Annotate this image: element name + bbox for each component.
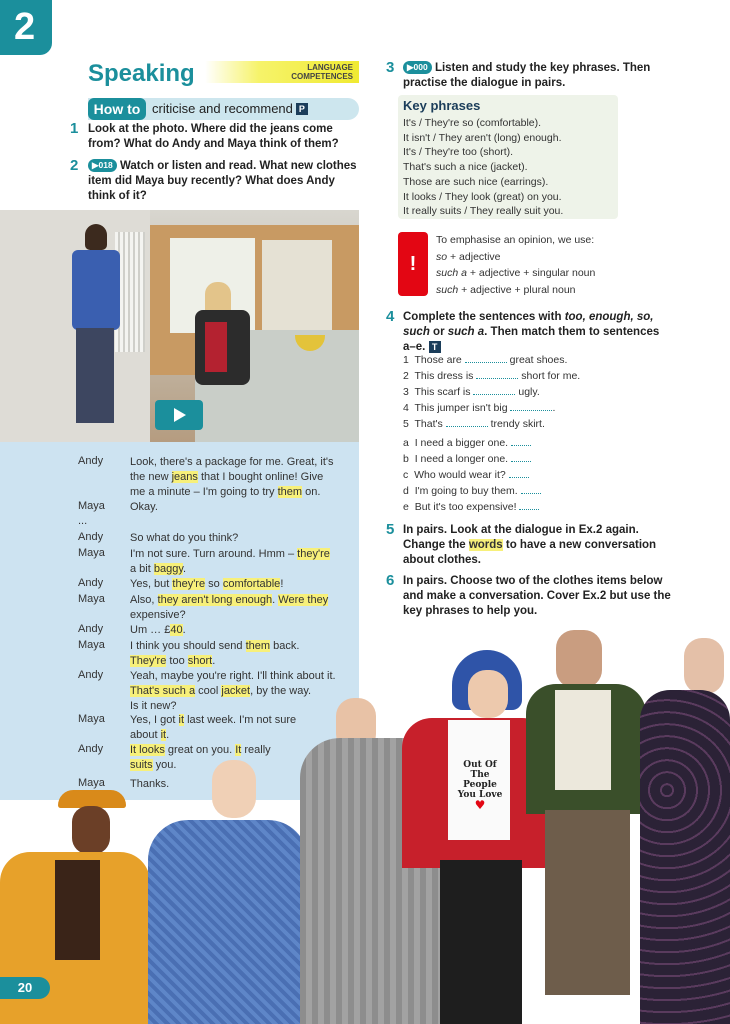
dialogue-line-11: It looks great on you. It really suits you. bbox=[130, 744, 271, 771]
ex4-answer: c Who would wear it? bbox=[403, 468, 683, 484]
dialogue-line-9: Yeah, maybe you're right. I'll think about it. That's such a cool jacket, by the way. Is it new? bbox=[130, 670, 336, 712]
ex2-number: 2 bbox=[70, 157, 79, 174]
key-phrase: Those are such nice (earrings). bbox=[403, 175, 549, 188]
ex4-sentence: 3 This scarf is ugly. bbox=[403, 385, 540, 398]
ex2-question bbox=[88, 159, 358, 204]
face bbox=[72, 806, 110, 854]
answer-blank[interactable] bbox=[473, 385, 515, 395]
floral-dress bbox=[640, 690, 730, 1024]
page-number: 20 bbox=[0, 977, 50, 999]
key-phrase: It looks / They look (great) on you. bbox=[403, 190, 562, 203]
dialogue-line-12: Thanks. bbox=[130, 778, 170, 790]
brown-trousers bbox=[545, 810, 630, 995]
match-blank[interactable] bbox=[511, 452, 531, 462]
play-button[interactable] bbox=[155, 400, 203, 430]
match-blank[interactable] bbox=[511, 436, 531, 446]
exclamation-icon: ! bbox=[398, 232, 428, 296]
white-jumper bbox=[555, 690, 611, 790]
dialogue-line-4: I'm not sure. Turn around. Hmm – they're a bit baggy. bbox=[130, 548, 330, 575]
dialogue-line-2: Okay. bbox=[130, 501, 158, 513]
match-blank[interactable] bbox=[521, 484, 541, 494]
ex3-question bbox=[403, 61, 683, 91]
answer-blank[interactable] bbox=[510, 401, 552, 411]
speaker-andy: Andy bbox=[78, 623, 104, 635]
ex5-question: In pairs. Look at the dialogue in Ex.2 again. Change the words to have a new conversation about clothes. bbox=[403, 524, 657, 566]
ex4-sentence: 1 Those are great shoes. bbox=[403, 354, 568, 366]
ex4-answer: e But it's too expensive! bbox=[403, 500, 683, 516]
key-phrase: That's such a nice (jacket). bbox=[403, 161, 528, 174]
ex4-sentence: 5 That's trendy skirt. bbox=[403, 417, 545, 430]
ex6-number: 6 bbox=[386, 572, 395, 589]
language-competences-badge bbox=[205, 61, 359, 83]
speaker-andy: Andy bbox=[78, 455, 104, 467]
tshirt-print: Out Of The People You Love ♥ bbox=[454, 760, 506, 810]
speaker-andy: Andy bbox=[78, 577, 104, 589]
ex4-sentence: 4 This jumper isn't big . bbox=[403, 401, 556, 414]
speaker-maya: Maya bbox=[78, 547, 105, 559]
tip-rule-1: so + adjective bbox=[436, 250, 501, 263]
answer-blank[interactable] bbox=[446, 417, 488, 427]
ex6-text: In pairs. Choose two of the clothes items below and make a conversation. Cover Ex.2 but use the key phrases to help you. bbox=[403, 575, 671, 617]
unit-number: 2 bbox=[14, 6, 36, 48]
maya-top bbox=[205, 322, 227, 372]
speaker-maya: Maya bbox=[78, 593, 105, 605]
dialogue-line-7: Um … £40. bbox=[130, 624, 186, 636]
ex1-text: Look at the photo. Where did the jeans come from? What do Andy and Maya think of them? bbox=[88, 123, 339, 150]
andy-hoodie bbox=[72, 250, 120, 330]
ex3-number: 3 bbox=[386, 59, 395, 76]
ex4-answers bbox=[403, 436, 683, 516]
andy-head bbox=[85, 224, 107, 250]
speaker-maya: Maya bbox=[78, 713, 105, 725]
section-title: Speaking bbox=[88, 60, 195, 87]
ex5-number: 5 bbox=[386, 521, 395, 538]
ex2-text: Watch or listen and read. What new clothes item did Maya buy recently? What does Andy think of it? bbox=[88, 160, 357, 202]
how-to-label: How to bbox=[88, 98, 146, 120]
audio-018-button[interactable]: ▶018 bbox=[88, 159, 117, 172]
t-badge: T bbox=[429, 341, 441, 353]
ex4-sentence: 2 This dress is short for me. bbox=[403, 369, 581, 382]
leather-trousers bbox=[440, 860, 522, 1024]
speaker-maya: Maya bbox=[78, 500, 105, 512]
andy-jeans bbox=[76, 328, 114, 423]
key-phrase: It's / They're too (short). bbox=[403, 146, 514, 159]
p-badge: P bbox=[296, 103, 308, 115]
answer-blank[interactable] bbox=[476, 369, 518, 379]
match-blank[interactable] bbox=[509, 468, 529, 478]
face bbox=[556, 630, 602, 688]
ex4-number: 4 bbox=[386, 308, 395, 325]
blue-sweater bbox=[148, 820, 308, 1024]
key-phrases-title: Key phrases bbox=[403, 98, 481, 113]
dialogue-line-3: So what do you think? bbox=[130, 532, 239, 544]
face bbox=[468, 670, 508, 718]
language-label: LANGUAGE bbox=[307, 63, 353, 72]
how-to-topic: criticise and recommend bbox=[152, 101, 293, 116]
ex4-answer: d I'm going to buy them. bbox=[403, 484, 683, 500]
speaker-andy: Andy bbox=[78, 531, 104, 543]
heart-icon: ♥ bbox=[474, 798, 486, 812]
competences-label: COMPETENCES bbox=[291, 72, 353, 81]
ex3-text: Listen and study the key phrases. Then practise the dialogue in pairs. bbox=[403, 62, 651, 89]
dialogue-line-6: Also, they aren't long enough. Were they expensive? bbox=[130, 594, 329, 621]
tip-intro: To emphasise an opinion, we use: bbox=[436, 234, 595, 246]
audio-000-button[interactable]: ▶000 bbox=[403, 61, 432, 74]
window-2 bbox=[262, 240, 332, 335]
face bbox=[212, 760, 256, 818]
tip-rule-3: such + adjective + plural noun bbox=[436, 283, 576, 296]
ex1-number: 1 bbox=[70, 120, 79, 137]
key-phrase: It really suits / They really suit you. bbox=[403, 205, 564, 218]
speaker-andy: Andy bbox=[78, 743, 104, 755]
dialogue-line-1: Look, there's a package for me. Great, it's the new jeans that I bought online! Give me a minute – I'm going to try them on. bbox=[130, 456, 334, 498]
dialogue-line-5: Yes, but they're so comfortable! bbox=[130, 578, 284, 590]
ex4-answer: a I need a bigger one. bbox=[403, 436, 683, 452]
ex4-sentences bbox=[403, 353, 683, 433]
ex4-answer: b I need a longer one. bbox=[403, 452, 683, 468]
match-blank[interactable] bbox=[519, 500, 539, 510]
play-icon bbox=[155, 400, 203, 430]
key-phrases-list bbox=[403, 116, 618, 219]
key-phrase: It's / They're so (comfortable). bbox=[403, 117, 542, 129]
speaker-andy: Andy bbox=[78, 669, 104, 681]
dialogue-line-8: I think you should send them back. They're too short. bbox=[130, 640, 300, 667]
answer-blank[interactable] bbox=[465, 353, 507, 363]
ex4-question: Complete the sentences with too, enough, so, such or such a. Then match them to sentences a–e. T bbox=[403, 311, 660, 353]
speaker-maya: Maya bbox=[78, 639, 105, 651]
how-to-text bbox=[152, 101, 308, 116]
dialogue-ellipsis: ... bbox=[78, 515, 88, 527]
tip-box bbox=[436, 232, 686, 298]
face bbox=[684, 638, 724, 694]
dialogue-line-10: Yes, I got it last week. I'm not sure about it. bbox=[130, 714, 297, 741]
speaker-maya: Maya bbox=[78, 777, 105, 789]
shirt bbox=[55, 860, 100, 960]
tip-rule-2: such a + adjective + singular noun bbox=[436, 267, 596, 279]
key-phrase: It isn't / They aren't (long) enough. bbox=[403, 131, 562, 144]
